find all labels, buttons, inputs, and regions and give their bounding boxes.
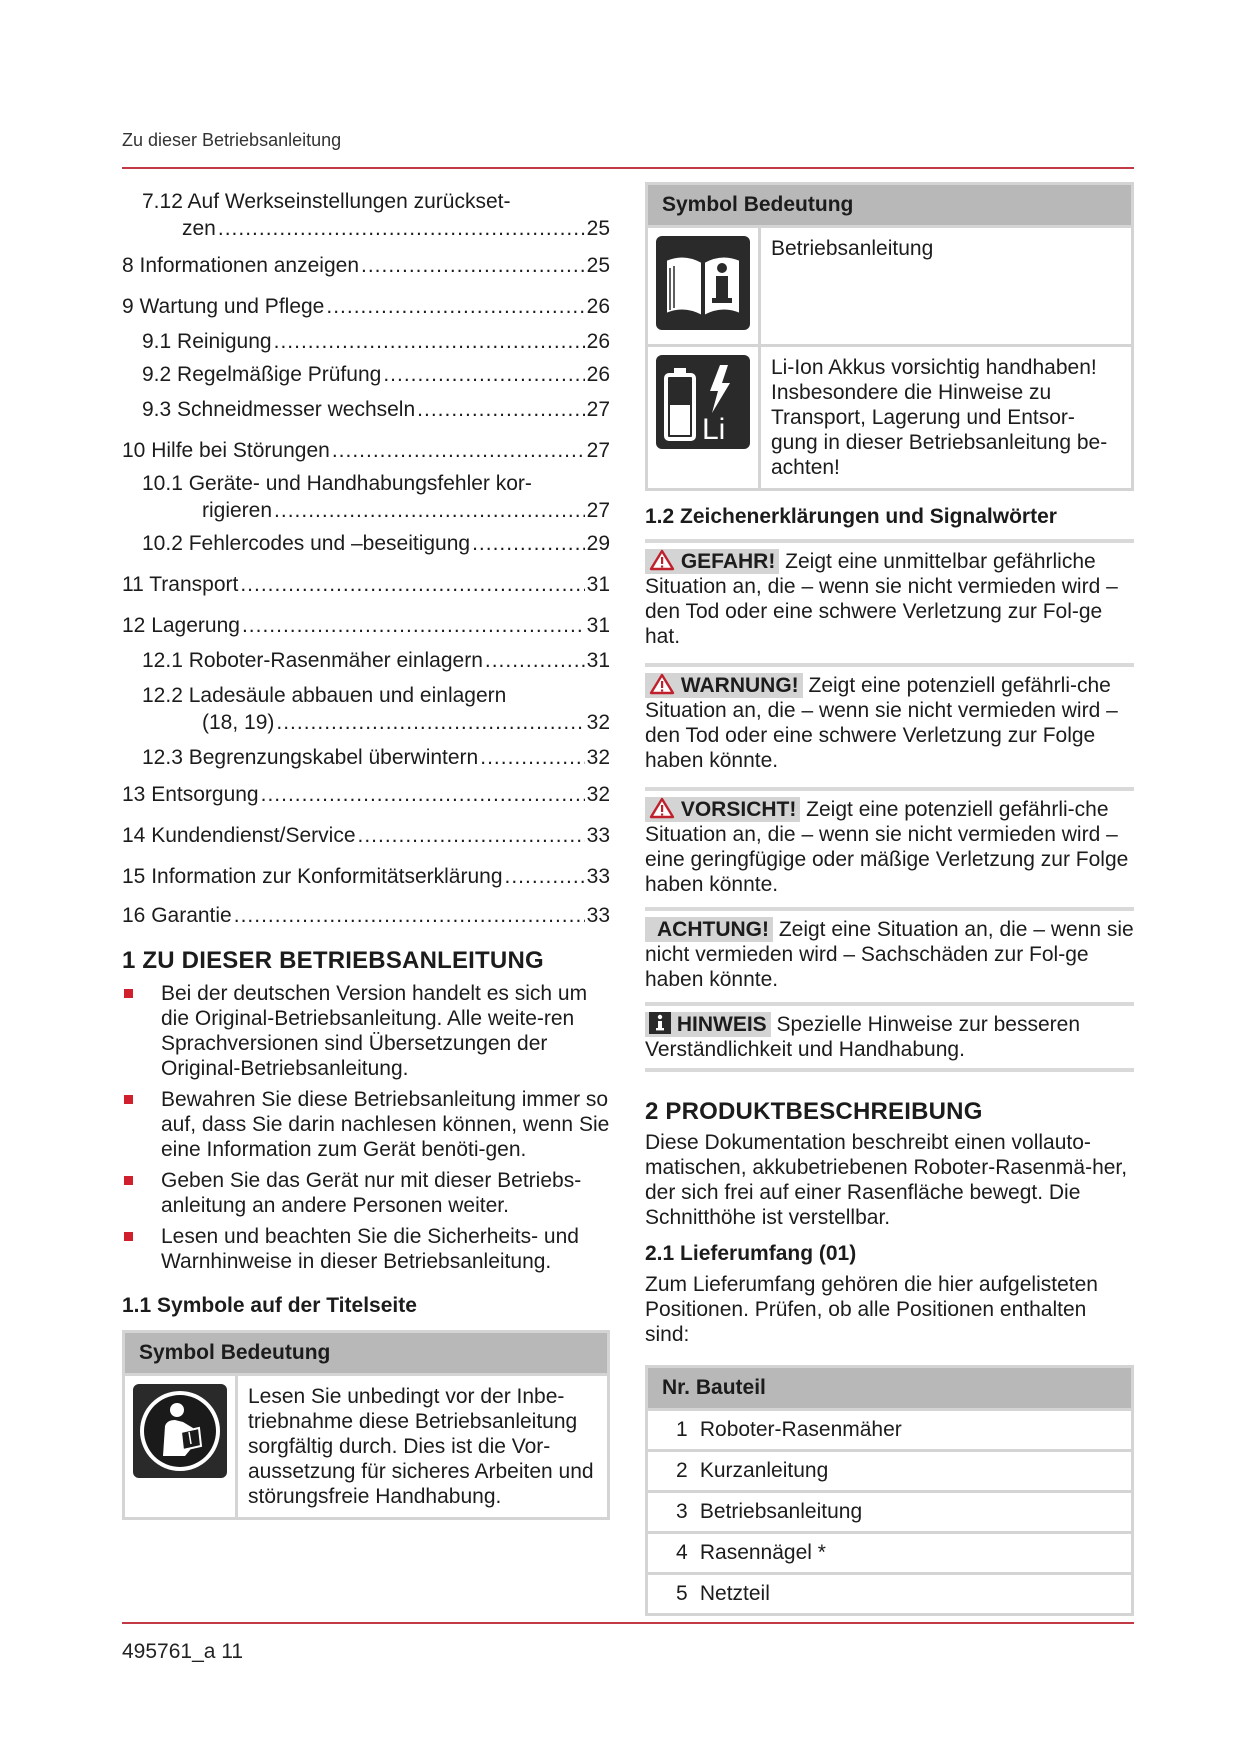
- toc-entry[interactable]: 12.2 Ladesäule abbauen und einlagern (18, 19) ..... 32: [122, 682, 610, 736]
- li-ion-battery-icon: [656, 355, 750, 449]
- warning-triangle-icon: [649, 549, 675, 571]
- section-1-title: 1 ZU DIESER BETRIEBSANLEITUNG: [122, 947, 544, 974]
- toc-entry[interactable]: 10.2 Fehlercodes und –beseitigung ..... 29: [122, 530, 610, 557]
- signal-achtung: [645, 907, 1134, 992]
- table-row: [647, 346, 1133, 490]
- signal-vorsicht: [645, 787, 1134, 897]
- title-symbols-table: [122, 1330, 610, 1520]
- toc-entry[interactable]: 12.3 Begrenzungskabel überwintern ..... 32: [122, 744, 610, 771]
- signal-text: Zeigt eine potenziell gefährli-che Situation an, die – wenn sie nicht vermieden wird – den Tod oder eine schwere Verletzung zur Folge haben könnte.: [645, 674, 1118, 772]
- toc-entry[interactable]: 16 Garantie ..... 33: [122, 902, 610, 929]
- list-item: Geben Sie das Gerät nur mit dieser Betriebs-anleitung an andere Personen weiter.: [122, 1168, 610, 1218]
- table-header: Nr. Bauteil: [647, 1367, 1133, 1410]
- section-2-1-title: 2.1 Lieferumfang (01): [645, 1242, 857, 1265]
- signal-label: WARNUNG!: [680, 674, 799, 697]
- signal-text: Spezielle Hinweise zur besseren Verständlichkeit und Handhabung.: [645, 1013, 1081, 1061]
- toc-entry[interactable]: 15 Information zur Konformitätserklärung ..... 33: [122, 863, 610, 890]
- toc-entry[interactable]: 12 Lagerung ..... 31: [122, 612, 610, 639]
- toc-entry[interactable]: 9.3 Schneidmesser wechseln ..... 27: [122, 396, 610, 423]
- table-row: 5 Netzteil: [647, 1574, 1133, 1615]
- warning-triangle-icon: [649, 673, 675, 695]
- table-row: [124, 1375, 609, 1519]
- info-icon: [649, 1012, 671, 1034]
- table-row: 1 Roboter-Rasenmäher: [647, 1410, 1133, 1451]
- section-1-1-title: 1.1 Symbole auf der Titelseite: [122, 1294, 417, 1317]
- toc-entry[interactable]: 8 Informationen anzeigen ..... 25: [122, 252, 610, 279]
- read-manual-icon: [133, 1384, 227, 1478]
- signal-text: Zeigt eine potenziell gefährli-che Situation an, die – wenn sie nicht vermieden wird – eine geringfügige oder mäßige Verletzung zur Folge haben könnte.: [645, 798, 1129, 896]
- table-row: [647, 227, 1133, 346]
- toc-entry[interactable]: 10.1 Geräte- und Handhabungsfehler kor- rigieren ..... 27: [122, 470, 610, 524]
- table-row: 4 Rasennägel *: [647, 1533, 1133, 1574]
- signal-warnung: [645, 663, 1134, 773]
- list-item: Lesen und beachten Sie die Sicherheits- und Warnhinweise in dieser Betriebsanleitung.: [122, 1224, 610, 1274]
- signal-hinweis: [645, 1002, 1134, 1072]
- signal-text: Zeigt eine unmittelbar gefährliche Situation an, die – wenn sie nicht vermieden wird – den Tod oder eine schwere Verletzung zur Fol-ge hat.: [645, 550, 1118, 648]
- list-item: Bei der deutschen Version handelt es sich um die Original-Betriebsanleitung. Alle weite-ren Sprachversionen sind Übersetzungen der Original-Betriebsanleitung.: [122, 981, 610, 1081]
- symbol-meaning: Li-Ion Akkus vorsichtig handhaben! Insbesondere die Hinweise zu Transport, Lagerung und Entsor-gung in dieser Betriebsanleitung be-achten!: [760, 346, 1133, 490]
- manual-info-icon: [656, 236, 750, 330]
- symbols-table: [645, 182, 1134, 491]
- section-1-2-title: 1.2 Zeichenerklärungen und Signalwörter: [645, 505, 1057, 528]
- list-item: Bewahren Sie diese Betriebsanleitung immer so auf, dass Sie darin nachlesen können, wenn Sie eine Information zum Gerät benöti-gen.: [122, 1087, 610, 1162]
- section-1-bullets: [122, 981, 610, 1274]
- table-of-contents: [122, 188, 610, 929]
- table-header: Symbol Bedeutung: [124, 1332, 609, 1375]
- toc-entry[interactable]: 9.1 Reinigung ..... 26: [122, 328, 610, 355]
- running-header: Zu dieser Betriebsanleitung: [122, 130, 342, 150]
- right-column: [645, 182, 1134, 1616]
- table-header: Symbol Bedeutung: [647, 184, 1133, 227]
- toc-entry[interactable]: 14 Kundendienst/Service ..... 33: [122, 822, 610, 849]
- toc-entry[interactable]: 11 Transport ..... 31: [122, 571, 610, 598]
- table-row: 3 Betriebsanleitung: [647, 1492, 1133, 1533]
- signal-label: VORSICHT!: [680, 798, 797, 821]
- section-2-title: 2 PRODUKTBESCHREIBUNG: [645, 1098, 983, 1125]
- toc-entry[interactable]: 9 Wartung und Pflege ..... 26: [122, 293, 610, 320]
- toc-entry[interactable]: 13 Entsorgung ..... 32: [122, 781, 610, 808]
- table-row: 2 Kurzanleitung: [647, 1451, 1133, 1492]
- signal-label: ACHTUNG!: [645, 917, 773, 942]
- toc-entry[interactable]: 9.2 Regelmäßige Prüfung ..... 26: [122, 361, 610, 388]
- page-footer: 495761_a 11: [122, 1640, 244, 1663]
- toc-entry[interactable]: 12.1 Roboter-Rasenmäher einlagern ..... 31: [122, 647, 610, 674]
- signal-text: Zeigt eine Situation an, die – wenn sie nicht vermieden wird – Sachschäden zur Fol-ge haben könnte.: [645, 918, 1134, 991]
- parts-table: [645, 1365, 1134, 1616]
- signal-label: GEFAHR!: [680, 550, 776, 573]
- battery-li-label: Li: [702, 413, 726, 446]
- header-rule: [122, 167, 1134, 169]
- symbol-meaning: Betriebsanleitung: [760, 227, 1133, 346]
- footer-rule: [122, 1622, 1134, 1624]
- signal-label: HINWEIS: [676, 1013, 767, 1036]
- signal-gefahr: [645, 539, 1134, 649]
- warning-triangle-icon: [649, 797, 675, 819]
- toc-entry[interactable]: 10 Hilfe bei Störungen ..... 27: [122, 437, 610, 464]
- section-2-text: Diese Dokumentation beschreibt einen vollauto-matischen, akkubetriebenen Roboter-Rasenmä-her, der sich frei auf einer Rasenfläche bewegt. Die Schnitthöhe ist verstellbar.: [645, 1131, 1128, 1229]
- symbol-meaning: Lesen Sie unbedingt vor der Inbe-triebnahme diese Betriebsanleitung sorgfältig durch. Dies ist die Vor-aussetzung für sicheres Arbeiten und störungsfreie Handhabung.: [237, 1375, 609, 1519]
- left-column: [122, 188, 610, 1520]
- section-2-1-text: Zum Lieferumfang gehören die hier aufgelisteten Positionen. Prüfen, ob alle Positionen enthalten sind:: [645, 1273, 1098, 1346]
- toc-entry[interactable]: 7.12 Auf Werkseinstellungen zurückset- zen ..... 25: [122, 188, 610, 242]
